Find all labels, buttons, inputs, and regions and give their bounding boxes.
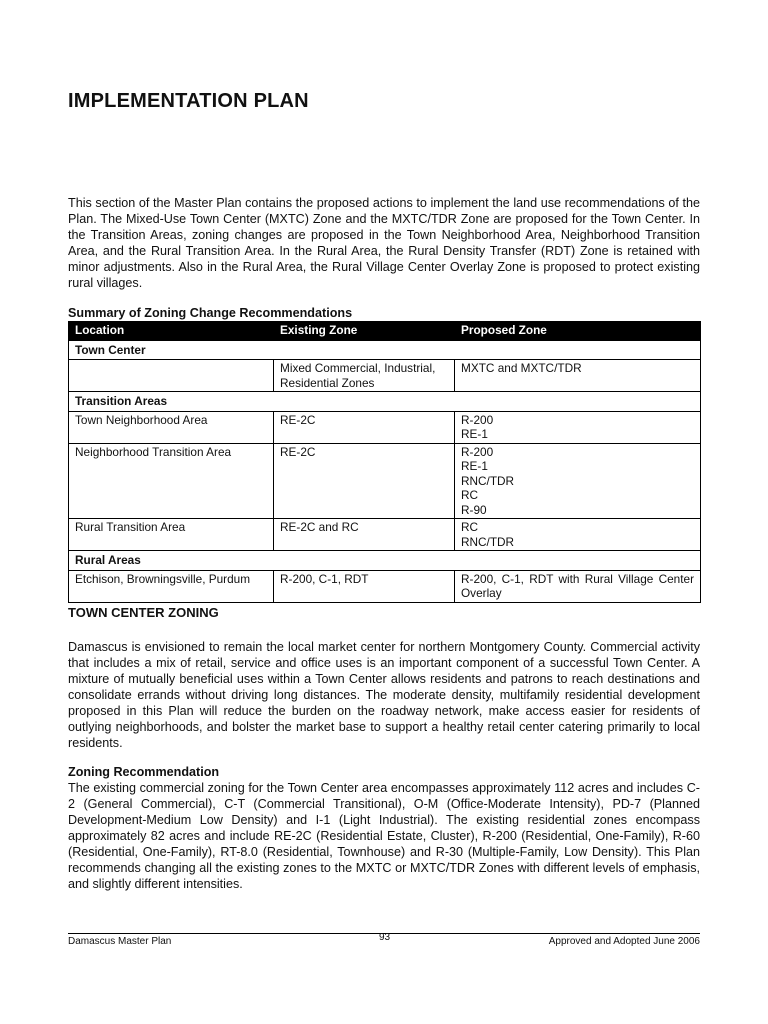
section-heading-town-center-zoning: TOWN CENTER ZONING: [68, 605, 219, 620]
cell-line: RE-1: [461, 427, 488, 441]
cell-location: Rural Transition Area: [69, 519, 274, 551]
header-proposed-zone: Proposed Zone: [455, 322, 701, 341]
cell-line: RE-2C: [280, 412, 316, 427]
cell-proposed: [455, 519, 701, 551]
zoning-table: [68, 321, 701, 603]
cell-proposed: [455, 570, 701, 602]
header-existing-zone: Existing Zone: [274, 322, 455, 341]
subheading-zoning-recommendation: Zoning Recommendation: [68, 765, 220, 779]
group-rural-areas: Rural Areas: [69, 551, 701, 571]
cell-line: RNC/TDR: [461, 534, 515, 549]
page-title: IMPLEMENTATION PLAN: [68, 90, 309, 112]
cell-existing: [274, 443, 455, 519]
cell-existing: [274, 411, 455, 443]
cell-location: Neighborhood Transition Area: [69, 443, 274, 519]
cell-line: RE-1: [461, 459, 488, 473]
cell-location: Etchison, Browningsville, Purdum: [69, 570, 274, 602]
cell-line: MXTC and MXTC/TDR: [461, 361, 582, 375]
cell-proposed: [455, 411, 701, 443]
town-center-paragraph: Damascus is envisioned to remain the local market center for northern Montgomery County. Commercial activity that includes a mix of retail, service and office uses is an important component of a successful Town Center. A mixture of mutually beneficial uses within a Town Center allows residents and patrons to reach destinations and consolidate errands without driving long distances. The moderate density, multifamily residential development proposed in this Plan will reduce the burden on the roadway network, make access easier for residents of outlying neighborhoods, and bolster the market base to support a healthy retail center catering primarily to local residents.: [68, 640, 700, 750]
footer-document-title: Damascus Master Plan: [68, 936, 172, 947]
cell-line: Residential Zones: [280, 375, 375, 390]
group-row: [69, 551, 701, 571]
cell-line: R-200: [461, 444, 494, 459]
table-row: [69, 360, 701, 392]
group-row: [69, 340, 701, 360]
cell-line: R-200, C-1, RDT: [280, 571, 369, 586]
cell-line: RE-2C and RC: [280, 520, 359, 534]
footer-adoption-date: Approved and Adopted June 2006: [548, 936, 700, 947]
cell-line: R-200, C-1, RDT with Rural Village Center Overlay: [461, 571, 694, 600]
table-row: [69, 570, 701, 602]
group-town-center: Town Center: [69, 340, 701, 360]
table-row: [69, 411, 701, 443]
intro-paragraph: This section of the Master Plan contains the proposed actions to implement the land use recommendations of the Plan. The Mixed-Use Town Center (MXTC) Zone and the MXTC/TDR Zone are proposed for the Town Center. In the Transition Areas, zoning changes are proposed in the Town Neighborhood Area, Neighborhood Transition Area, and the Rural Transition Area. In the Rural Area, the Rural Density Transfer (RDT) Zone is retained with minor adjustments. Also in the Rural Area, the Rural Village Center Overlay Zone is proposed to protect existing rural villages.: [68, 196, 700, 290]
cell-line: RC: [461, 488, 479, 502]
cell-line: Mixed Commercial, Industrial,: [280, 361, 436, 375]
header-location: Location: [69, 322, 274, 341]
cell-location: Town Neighborhood Area: [69, 411, 274, 443]
cell-line: RE-2C: [280, 444, 316, 459]
cell-line: R-90: [461, 502, 487, 517]
zoning-recommendation-paragraph: The existing commercial zoning for the Town Center area encompasses approximately 112 acres and includes C-2 (General Commercial), C-T (Commercial Transitional), O-M (Office-Moderate Intensity), PD-7 (Planned Development-Medium Low Density) and I-1 (Light Industrial). The existing residential zones encompass approximately 82 acres and include RE-2C (Residential Estate, Cluster), R-200 (Residential, One-Family), R-60 (Residential, One-Family), RT-8.0 (Residential, Townhouse) and R-30 (Multiple-Family, Low Density). This Plan recommends changing all the existing zones to the MXTC or MXTC/TDR Zones with different levels of emphasis, and slightly different intensities.: [68, 781, 700, 891]
cell-proposed: [455, 443, 701, 519]
cell-existing: [274, 570, 455, 602]
cell-proposed: [455, 360, 701, 392]
table-row: [69, 443, 701, 519]
table-row: [69, 519, 701, 551]
cell-line: RC: [461, 520, 479, 534]
group-transition-areas: Transition Areas: [69, 392, 701, 412]
cell-line: R-200: [461, 412, 494, 427]
group-row: [69, 392, 701, 412]
table-header-row: [69, 322, 701, 341]
cell-location: [69, 360, 274, 392]
cell-existing: [274, 360, 455, 392]
page-number: 93: [379, 932, 391, 943]
cell-line: RNC/TDR: [461, 473, 515, 488]
cell-existing: [274, 519, 455, 551]
table-caption: Summary of Zoning Change Recommendations: [68, 306, 353, 320]
